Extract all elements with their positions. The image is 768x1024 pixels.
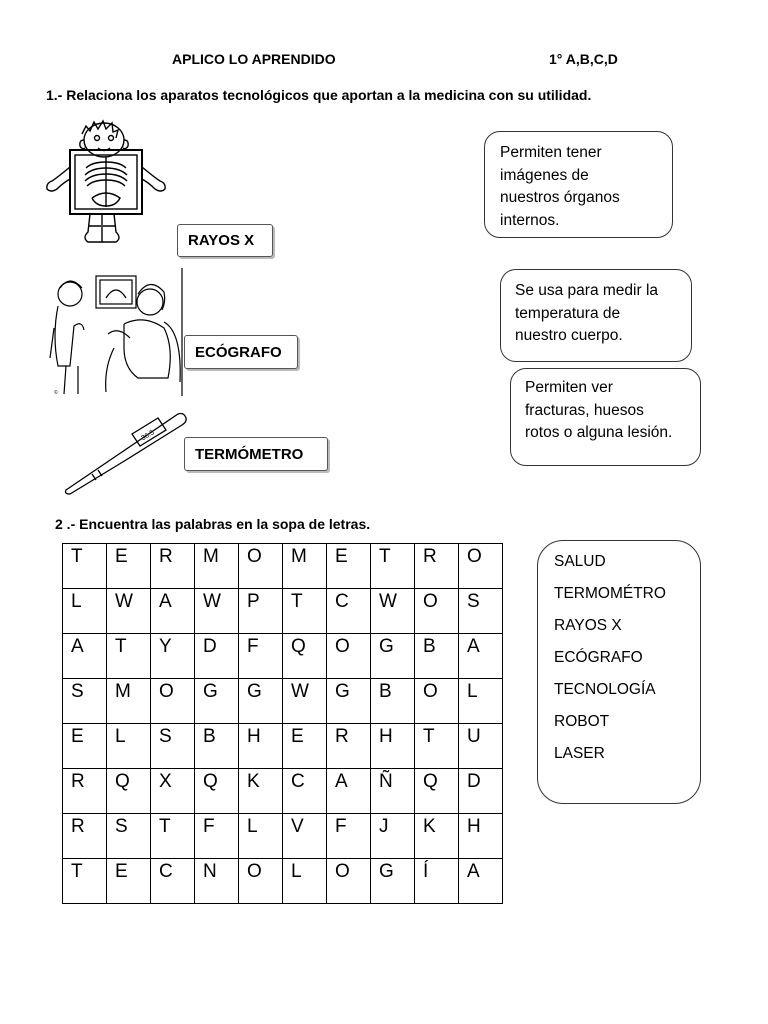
grid-cell[interactable]: [151, 724, 195, 769]
grid-letter: O: [423, 681, 438, 702]
grid-letter: M: [291, 546, 307, 567]
grid-letter: H: [379, 726, 393, 747]
description-bubble-fractures: [510, 368, 701, 466]
grid-cell[interactable]: [63, 679, 107, 724]
device-label-ecografo: ECÓGRAFO: [184, 335, 298, 369]
grid-cell[interactable]: [107, 544, 151, 589]
grid-row: [63, 814, 503, 859]
grid-cell[interactable]: [239, 634, 283, 679]
description-line: internos.: [500, 211, 560, 229]
device-label-rayos-x: RAYOS X: [177, 224, 273, 257]
grid-cell[interactable]: [415, 544, 459, 589]
grid-letter: O: [335, 861, 350, 882]
grid-letter: G: [379, 636, 394, 657]
description-line: Permiten tener: [500, 144, 602, 161]
grid-letter: K: [423, 816, 436, 837]
grid-cell[interactable]: [239, 769, 283, 814]
grid-cell[interactable]: [459, 814, 503, 859]
word-list-item: LASER: [554, 745, 605, 762]
grid-cell[interactable]: [415, 589, 459, 634]
grid-letter: T: [71, 861, 83, 882]
grid-letter: M: [115, 681, 131, 702]
grid-letter: O: [423, 591, 438, 612]
description-line: nuestros órganos: [500, 189, 620, 206]
grid-cell[interactable]: [107, 589, 151, 634]
grid-cell[interactable]: [239, 859, 283, 904]
grid-cell[interactable]: [239, 589, 283, 634]
grid-cell[interactable]: [195, 634, 239, 679]
grid-letter: R: [423, 546, 437, 567]
grid-cell[interactable]: [459, 679, 503, 724]
grid-letter: J: [379, 816, 389, 837]
grid-cell[interactable]: [63, 544, 107, 589]
thermometer-display: 36.5: [140, 429, 156, 443]
grid-letter: C: [335, 591, 349, 612]
grid-cell[interactable]: [107, 814, 151, 859]
grid-cell[interactable]: [459, 589, 503, 634]
grid-cell[interactable]: [107, 634, 151, 679]
grid-letter: L: [467, 681, 478, 702]
grid-cell[interactable]: [283, 634, 327, 679]
grid-cell[interactable]: [415, 634, 459, 679]
thermometer-illustration: [62, 408, 188, 496]
grid-letter: A: [467, 636, 480, 657]
grid-cell[interactable]: [107, 679, 151, 724]
grid-letter: S: [159, 726, 172, 747]
grid-letter: V: [291, 816, 304, 837]
word-list-item: ECÓGRAFO: [554, 649, 643, 666]
grid-cell[interactable]: [327, 814, 371, 859]
grid-letter: E: [335, 546, 348, 567]
grid-cell[interactable]: [371, 769, 415, 814]
grid-cell[interactable]: [327, 589, 371, 634]
grid-letter: S: [71, 681, 84, 702]
grid-cell[interactable]: [195, 544, 239, 589]
grid-letter: U: [467, 726, 481, 747]
grid-letter: R: [71, 771, 85, 792]
word-search-grid: [62, 543, 503, 904]
grid-cell[interactable]: [371, 544, 415, 589]
grid-cell[interactable]: [327, 634, 371, 679]
grid-letter: A: [467, 861, 480, 882]
grid-letter: G: [335, 681, 350, 702]
grid-letter: S: [115, 816, 128, 837]
grid-letter: F: [335, 816, 347, 837]
grid-letter: Q: [423, 771, 438, 792]
grid-letter: T: [291, 591, 303, 612]
grid-letter: Q: [203, 771, 218, 792]
grid-letter: K: [247, 771, 260, 792]
grid-cell[interactable]: [327, 679, 371, 724]
worksheet-title: APLICO LO APRENDIDO: [172, 51, 336, 67]
grid-letter: A: [159, 591, 172, 612]
grid-letter: G: [379, 861, 394, 882]
grid-letter: F: [203, 816, 215, 837]
grid-letter: W: [203, 591, 221, 612]
xray-child-illustration: [44, 112, 174, 252]
grid-letter: T: [159, 816, 171, 837]
grid-letter: W: [115, 591, 133, 612]
grid-cell[interactable]: [195, 769, 239, 814]
grid-letter: B: [203, 726, 216, 747]
grid-cell[interactable]: [459, 859, 503, 904]
grid-letter: R: [335, 726, 349, 747]
grid-cell[interactable]: [195, 589, 239, 634]
description-line: nuestro cuerpo.: [515, 327, 623, 344]
grid-letter: Í: [423, 861, 429, 882]
grid-row: [63, 859, 503, 904]
grid-cell[interactable]: [195, 859, 239, 904]
grid-cell[interactable]: [415, 814, 459, 859]
grid-letter: O: [467, 546, 482, 567]
grid-row: [63, 724, 503, 769]
device-label-termometro: TERMÓMETRO: [184, 437, 328, 471]
grid-letter: A: [71, 636, 84, 657]
word-list-item: ROBOT: [554, 713, 610, 730]
grid-letter: D: [467, 771, 481, 792]
description-line: imágenes de: [500, 166, 589, 184]
grid-cell[interactable]: [107, 859, 151, 904]
grid-cell[interactable]: [195, 724, 239, 769]
grid-cell[interactable]: [107, 724, 151, 769]
grid-cell[interactable]: [107, 769, 151, 814]
grid-letter: L: [71, 591, 82, 612]
grid-cell[interactable]: [327, 859, 371, 904]
grid-letter: Y: [159, 636, 172, 657]
grid-letter: T: [379, 546, 391, 567]
grid-letter: O: [159, 681, 174, 702]
grid-cell[interactable]: [371, 634, 415, 679]
grid-letter: C: [159, 861, 173, 882]
description-line: fracturas, huesos: [525, 401, 644, 419]
grid-cell[interactable]: [151, 814, 195, 859]
grid-letter: C: [291, 771, 305, 792]
grid-letter: E: [291, 726, 304, 747]
word-list-item: TECNOLOGÍA: [554, 681, 656, 698]
grid-letter: A: [335, 771, 348, 792]
description-bubble-images: [484, 131, 673, 238]
grid-cell[interactable]: [371, 589, 415, 634]
grid-cell[interactable]: [63, 634, 107, 679]
grid-letter: E: [115, 861, 128, 882]
grid-cell[interactable]: [327, 544, 371, 589]
grid-cell[interactable]: [415, 679, 459, 724]
grid-letter: N: [203, 861, 217, 882]
word-list-item: RAYOS X: [554, 617, 622, 634]
description-bubble-temperature: [500, 269, 692, 362]
grid-cell[interactable]: [151, 769, 195, 814]
grid-cell[interactable]: [239, 724, 283, 769]
grid-cell[interactable]: [283, 769, 327, 814]
grid-letter: E: [71, 726, 84, 747]
grid-letter: G: [247, 681, 262, 702]
grid-letter: Q: [291, 636, 306, 657]
grid-cell[interactable]: [239, 679, 283, 724]
grid-cell[interactable]: [283, 814, 327, 859]
grid-letter: T: [423, 726, 435, 747]
grid-letter: O: [335, 636, 350, 657]
grid-cell[interactable]: [63, 589, 107, 634]
grid-letter: F: [247, 636, 259, 657]
grid-cell[interactable]: [151, 589, 195, 634]
grid-letter: R: [71, 816, 85, 837]
word-list-item: SALUD: [554, 553, 606, 570]
description-line: temperatura de: [515, 304, 621, 322]
grid-cell[interactable]: [283, 544, 327, 589]
grid-cell[interactable]: [371, 724, 415, 769]
grid-letter: O: [247, 546, 262, 567]
grid-letter: E: [115, 546, 128, 567]
grid-cell[interactable]: [459, 634, 503, 679]
grid-letter: W: [379, 591, 397, 612]
grid-row: [63, 544, 503, 589]
grid-letter: P: [247, 591, 260, 612]
grid-letter: L: [247, 816, 258, 837]
grid-cell[interactable]: [327, 769, 371, 814]
grid-letter: M: [203, 546, 219, 567]
grid-cell[interactable]: [151, 634, 195, 679]
grid-letter: B: [423, 636, 436, 657]
grid-letter: Q: [115, 771, 130, 792]
grid-letter: B: [379, 681, 392, 702]
grid-cell[interactable]: [283, 724, 327, 769]
grid-letter: R: [159, 546, 173, 567]
grid-cell[interactable]: [151, 544, 195, 589]
grid-cell[interactable]: [283, 589, 327, 634]
grid-cell[interactable]: [283, 859, 327, 904]
description-line: rotos o alguna lesión.: [525, 424, 673, 441]
grid-cell[interactable]: [151, 679, 195, 724]
grid-cell[interactable]: [151, 859, 195, 904]
word-list-box: [537, 540, 701, 804]
grid-cell[interactable]: [63, 769, 107, 814]
grid-cell[interactable]: [371, 679, 415, 724]
grid-letter: T: [71, 546, 83, 567]
grid-cell[interactable]: [371, 814, 415, 859]
grid-letter: S: [467, 591, 480, 612]
grid-letter: O: [247, 861, 262, 882]
grade-label: 1° A,B,C,D: [549, 51, 618, 67]
word-list-item: TERMOMÉTRO: [554, 585, 666, 602]
grid-cell[interactable]: [327, 724, 371, 769]
grid-cell[interactable]: [415, 859, 459, 904]
grid-cell[interactable]: [63, 724, 107, 769]
grid-cell[interactable]: [283, 679, 327, 724]
description-line: Permiten ver: [525, 379, 613, 396]
question-1-text: 1.- Relaciona los aparatos tecnológicos que aportan a la medicina con su utilidad.: [46, 87, 592, 103]
grid-cell[interactable]: [415, 769, 459, 814]
grid-letter: H: [467, 816, 481, 837]
grid-cell[interactable]: [371, 859, 415, 904]
grid-letter: L: [291, 861, 302, 882]
grid-cell[interactable]: [63, 814, 107, 859]
grid-letter: D: [203, 636, 217, 657]
grid-cell[interactable]: [195, 679, 239, 724]
grid-cell[interactable]: [239, 544, 283, 589]
grid-row: [63, 679, 503, 724]
grid-row: [63, 589, 503, 634]
grid-letter: L: [115, 726, 126, 747]
question-2-text: 2 .- Encuentra las palabras en la sopa de letras.: [55, 516, 371, 532]
grid-cell[interactable]: [63, 859, 107, 904]
ultrasound-illustration: [48, 268, 184, 398]
grid-cell[interactable]: [459, 769, 503, 814]
grid-cell[interactable]: [239, 814, 283, 859]
svg-text:©: ©: [54, 390, 58, 396]
grid-cell[interactable]: [459, 724, 503, 769]
grid-letter: W: [291, 681, 309, 702]
grid-letter: X: [159, 771, 172, 792]
grid-letter: T: [115, 636, 127, 657]
grid-letter: H: [247, 726, 261, 747]
grid-cell[interactable]: [415, 724, 459, 769]
grid-cell[interactable]: [195, 814, 239, 859]
grid-row: [63, 634, 503, 679]
grid-cell[interactable]: [459, 544, 503, 589]
description-line: Se usa para medir la: [515, 282, 659, 299]
grid-row: [63, 769, 503, 814]
grid-letter: G: [203, 681, 218, 702]
grid-letter: Ñ: [379, 771, 393, 792]
